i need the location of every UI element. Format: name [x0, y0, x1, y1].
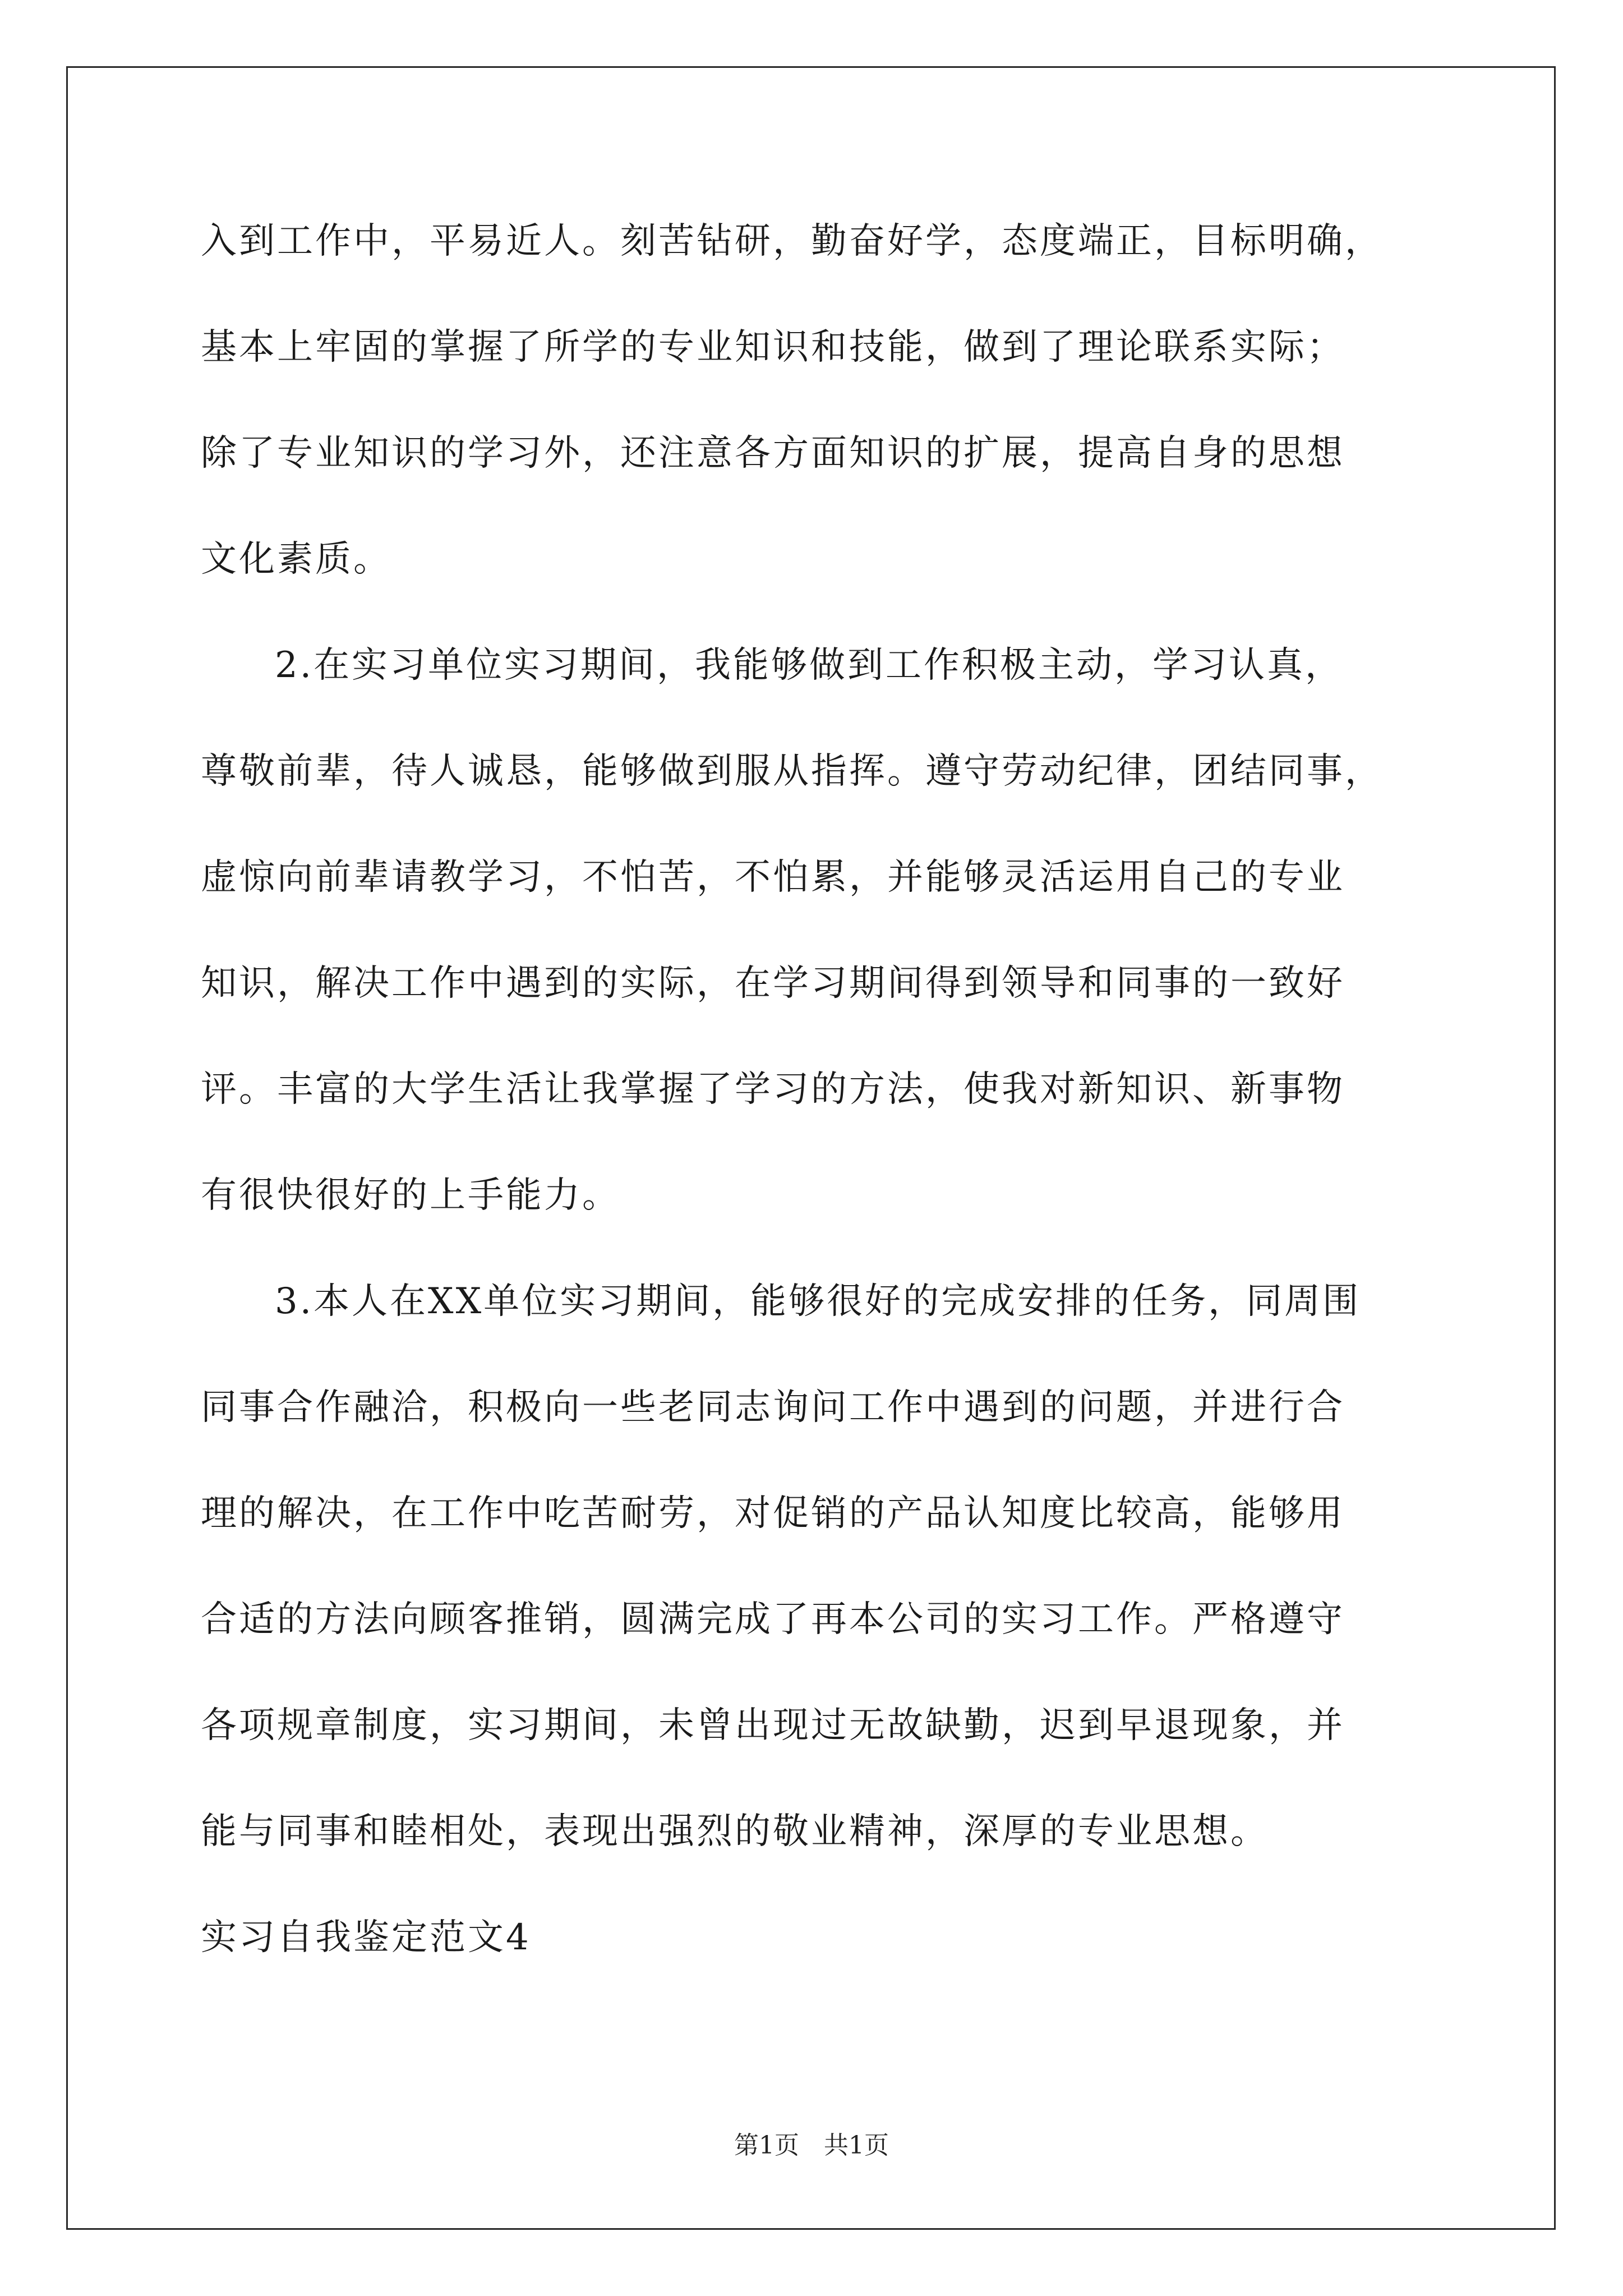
text-line: 虚惊向前辈请教学习，不怕苦，不怕累，并能够灵活运用自己的专业 [201, 857, 1345, 898]
text-line: 知识，解决工作中遇到的实际，在学习期间得到领导和同事的一致好 [201, 963, 1345, 1004]
text-line: 除了专业知识的学习外，还注意各方面知识的扩展，提高自身的思想 [201, 432, 1345, 474]
text-line: 各项规章制度，实习期间，未曾出现过无故缺勤，迟到早退现象，并 [201, 1705, 1345, 1746]
text-line: 理的解决，在工作中吃苦耐劳，对促销的产品认知度比较高，能够用 [201, 1493, 1345, 1534]
page-border [66, 66, 1556, 2230]
text-line: 同事合作融洽，积极向一些老同志询问工作中遇到的问题，并进行合 [201, 1387, 1345, 1428]
text-line: 文化素质。 [201, 539, 391, 580]
text-line: 入到工作中，平易近人。刻苦钻研，勤奋好学，态度端正，目标明确， [201, 220, 1383, 262]
text-line: 基本上牢固的掌握了所学的专业知识和技能，做到了理论联系实际； [201, 326, 1345, 368]
text-line: 合适的方法向顾客推销，圆满完成了再本公司的实习工作。严格遵守 [201, 1599, 1345, 1640]
text-line: 评。丰富的大学生活让我掌握了学习的方法，使我对新知识、新事物 [201, 1069, 1345, 1110]
page-number: 第1页 [734, 2131, 799, 2160]
page-total: 共1页 [824, 2131, 889, 2160]
text-line: 能与同事和睦相处，表现出强烈的敬业精神，深厚的专业思想。 [201, 1811, 1269, 1852]
page-footer [0, 2129, 1623, 2162]
paragraph-3-start: 3.本人在XX单位实习期间，能够很好的完成安排的任务，同周围 [275, 1281, 1361, 1322]
section-heading: 实习自我鉴定范文4 [201, 1917, 531, 1958]
paragraph-2-start: 2.在实习单位实习期间，我能够做到工作积极主动，学习认真， [275, 645, 1344, 686]
text-line: 尊敬前辈，待人诚恳，能够做到服从指挥。遵守劳动纪律，团结同事， [201, 751, 1383, 792]
text-line: 有很快很好的上手能力。 [201, 1175, 620, 1216]
